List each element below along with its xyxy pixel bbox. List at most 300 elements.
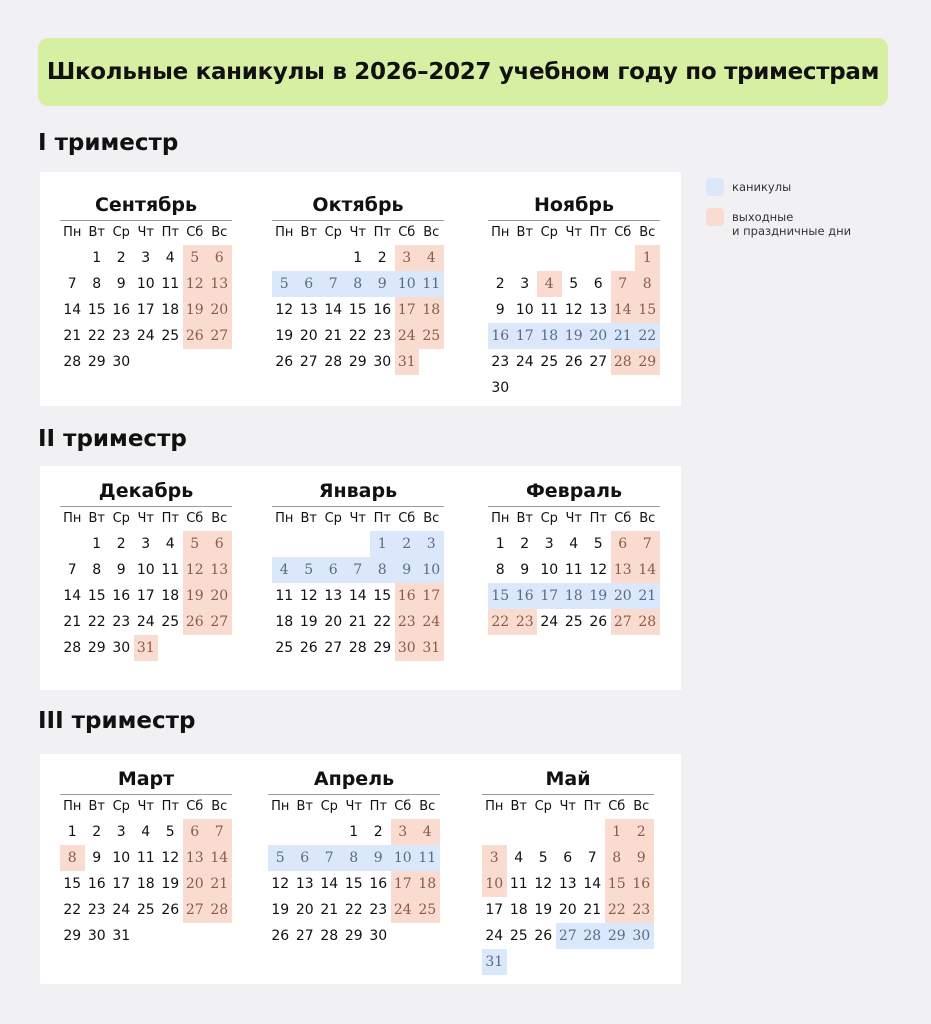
weekday-header: Чт bbox=[565, 511, 582, 526]
month-name: Ноябрь bbox=[533, 194, 615, 216]
weekday-header: Сб bbox=[398, 511, 416, 526]
weekday-header: Чт bbox=[565, 225, 582, 240]
day-cell: 16 bbox=[87, 876, 106, 892]
day-cell: 25 bbox=[415, 897, 440, 923]
day-cell: 4 bbox=[165, 250, 175, 266]
empty-cell bbox=[297, 531, 322, 557]
day-cell: 10 bbox=[515, 302, 534, 318]
weekday-header: Вт bbox=[300, 225, 317, 240]
weekday-header: Вт bbox=[300, 511, 317, 526]
day-cell: 31 bbox=[419, 635, 444, 661]
day-cell: 9 bbox=[495, 302, 505, 318]
day-cell: 28 bbox=[207, 897, 232, 923]
day-cell: 9 bbox=[520, 562, 530, 578]
day-cell: 9 bbox=[395, 557, 420, 583]
day-cell: 15 bbox=[373, 588, 392, 604]
day-cell: 20 bbox=[207, 583, 232, 609]
empty-cell bbox=[537, 245, 562, 271]
trimester-2-heading: II триместр bbox=[38, 426, 187, 452]
day-cell: 20 bbox=[183, 871, 208, 897]
day-cell: 17 bbox=[391, 871, 416, 897]
day-cell: 23 bbox=[373, 328, 392, 344]
day-cell: 27 bbox=[589, 354, 608, 370]
day-cell: 13 bbox=[183, 845, 208, 871]
empty-cell bbox=[293, 819, 318, 845]
day-cell: 20 bbox=[558, 902, 577, 918]
empty-cell bbox=[556, 819, 581, 845]
day-cell: 11 bbox=[275, 588, 294, 604]
day-cell: 29 bbox=[635, 349, 660, 375]
day-cell: 12 bbox=[275, 302, 294, 318]
day-cell: 27 bbox=[611, 609, 636, 635]
weekday-header: Ср bbox=[324, 511, 342, 526]
day-cell: 22 bbox=[63, 902, 82, 918]
day-cell: 8 bbox=[635, 271, 660, 297]
legend-label: выходные и праздничные дни bbox=[732, 210, 852, 238]
day-cell: 3 bbox=[395, 245, 420, 271]
day-cell: 11 bbox=[509, 876, 528, 892]
day-cell: 5 bbox=[183, 245, 208, 271]
day-cell: 7 bbox=[67, 562, 77, 578]
month-calendar bbox=[482, 766, 654, 975]
weekday-header: Вс bbox=[211, 799, 228, 814]
day-cell: 29 bbox=[605, 923, 630, 949]
day-cell: 6 bbox=[563, 850, 573, 866]
day-cell: 2 bbox=[395, 531, 420, 557]
weekday-header: Вт bbox=[516, 225, 533, 240]
day-cell: 13 bbox=[207, 271, 232, 297]
day-cell: 14 bbox=[635, 557, 660, 583]
weekday-header: Сб bbox=[186, 225, 204, 240]
weekday-header: Вс bbox=[633, 799, 650, 814]
day-cell: 18 bbox=[419, 297, 444, 323]
empty-cell bbox=[488, 245, 513, 271]
day-cell: 16 bbox=[112, 588, 131, 604]
day-cell: 4 bbox=[514, 850, 524, 866]
day-cell: 25 bbox=[540, 354, 559, 370]
day-cell: 19 bbox=[161, 876, 180, 892]
day-cell: 26 bbox=[183, 609, 208, 635]
empty-cell bbox=[272, 531, 297, 557]
trimester-1-panel bbox=[40, 172, 681, 406]
day-cell: 13 bbox=[611, 557, 636, 583]
legend-item-holidays bbox=[706, 178, 851, 196]
weekday-header: Пт bbox=[161, 511, 179, 526]
day-grid bbox=[272, 507, 444, 661]
day-cell: 25 bbox=[161, 614, 180, 630]
day-cell: 12 bbox=[589, 562, 608, 578]
day-cell: 16 bbox=[369, 876, 388, 892]
day-cell: 30 bbox=[87, 928, 106, 944]
day-cell: 1 bbox=[92, 536, 102, 552]
day-cell: 4 bbox=[141, 824, 151, 840]
weekday-header: Пн bbox=[271, 799, 290, 814]
day-cell: 3 bbox=[482, 845, 507, 871]
day-cell: 26 bbox=[183, 323, 208, 349]
day-cell: 12 bbox=[161, 850, 180, 866]
day-cell: 13 bbox=[295, 876, 314, 892]
day-cell: 12 bbox=[534, 876, 553, 892]
weekday-header: Чт bbox=[137, 511, 154, 526]
day-cell: 22 bbox=[605, 897, 630, 923]
day-cell: 3 bbox=[544, 536, 554, 552]
month-calendar bbox=[488, 192, 660, 401]
day-cell: 1 bbox=[353, 250, 363, 266]
weekday-header: Пн bbox=[275, 225, 294, 240]
day-cell: 19 bbox=[562, 323, 587, 349]
day-cell: 30 bbox=[112, 354, 131, 370]
day-cell: 4 bbox=[537, 271, 562, 297]
day-grid bbox=[268, 795, 440, 949]
day-cell: 12 bbox=[271, 876, 290, 892]
day-cell: 17 bbox=[395, 297, 420, 323]
day-cell: 31 bbox=[134, 635, 159, 661]
day-cell: 28 bbox=[63, 640, 82, 656]
weekday-header: Вс bbox=[423, 511, 440, 526]
empty-cell bbox=[531, 819, 556, 845]
weekday-header: Вт bbox=[510, 799, 527, 814]
weekday-header: Сб bbox=[394, 799, 412, 814]
day-cell: 9 bbox=[629, 845, 654, 871]
day-cell: 9 bbox=[370, 271, 395, 297]
weekday-header: Пн bbox=[63, 511, 82, 526]
day-cell: 14 bbox=[324, 302, 343, 318]
month-name: Январь bbox=[318, 480, 398, 502]
day-cell: 10 bbox=[419, 557, 444, 583]
day-cell: 8 bbox=[60, 845, 85, 871]
day-cell: 20 bbox=[324, 614, 343, 630]
day-cell: 23 bbox=[369, 902, 388, 918]
day-cell: 7 bbox=[321, 271, 346, 297]
day-cell: 6 bbox=[611, 531, 636, 557]
day-cell: 5 bbox=[272, 271, 297, 297]
day-cell: 2 bbox=[373, 824, 383, 840]
day-cell: 5 bbox=[569, 276, 579, 292]
trimester-3-heading: III триместр bbox=[38, 708, 196, 734]
day-cell: 1 bbox=[349, 824, 359, 840]
day-cell: 13 bbox=[589, 302, 608, 318]
trimester-2-panel bbox=[40, 466, 681, 690]
day-cell: 3 bbox=[116, 824, 126, 840]
day-cell: 15 bbox=[63, 876, 82, 892]
day-cell: 25 bbox=[419, 323, 444, 349]
day-cell: 18 bbox=[161, 588, 180, 604]
day-cell: 17 bbox=[419, 583, 444, 609]
day-cell: 7 bbox=[67, 276, 77, 292]
day-cell: 20 bbox=[299, 328, 318, 344]
day-cell: 3 bbox=[141, 536, 151, 552]
day-cell: 10 bbox=[395, 271, 420, 297]
day-cell: 7 bbox=[346, 557, 371, 583]
weekday-header: Вс bbox=[211, 225, 228, 240]
weekday-header: Ср bbox=[112, 511, 130, 526]
day-cell: 28 bbox=[63, 354, 82, 370]
day-cell: 27 bbox=[183, 897, 208, 923]
day-cell: 1 bbox=[67, 824, 77, 840]
day-cell: 16 bbox=[629, 871, 654, 897]
day-cell: 17 bbox=[513, 323, 538, 349]
day-grid bbox=[60, 795, 232, 949]
day-cell: 29 bbox=[344, 928, 363, 944]
day-cell: 24 bbox=[136, 328, 155, 344]
day-cell: 9 bbox=[116, 562, 126, 578]
day-cell: 23 bbox=[87, 902, 106, 918]
day-cell: 25 bbox=[564, 614, 583, 630]
day-cell: 26 bbox=[299, 640, 318, 656]
weekday-header: Пн bbox=[491, 511, 510, 526]
day-cell: 6 bbox=[593, 276, 603, 292]
day-cell: 21 bbox=[63, 614, 82, 630]
day-cell: 30 bbox=[629, 923, 654, 949]
weekday-header: Пн bbox=[275, 511, 294, 526]
day-cell: 23 bbox=[112, 614, 131, 630]
day-cell: 2 bbox=[629, 819, 654, 845]
month-calendar bbox=[488, 478, 660, 635]
day-cell: 18 bbox=[537, 323, 562, 349]
day-cell: 20 bbox=[611, 583, 636, 609]
month-calendar bbox=[268, 766, 440, 949]
day-cell: 27 bbox=[295, 928, 314, 944]
day-cell: 21 bbox=[320, 902, 339, 918]
day-cell: 31 bbox=[482, 949, 507, 975]
day-cell: 4 bbox=[272, 557, 297, 583]
day-cell: 24 bbox=[515, 354, 534, 370]
day-cell: 22 bbox=[488, 609, 513, 635]
holidays-swatch bbox=[706, 178, 724, 196]
day-cell: 19 bbox=[586, 583, 611, 609]
day-cell: 1 bbox=[635, 245, 660, 271]
day-cell: 16 bbox=[112, 302, 131, 318]
weekday-header: Ср bbox=[112, 799, 130, 814]
day-cell: 15 bbox=[488, 583, 513, 609]
day-cell: 28 bbox=[580, 923, 605, 949]
weekday-header: Чт bbox=[137, 799, 154, 814]
day-cell: 8 bbox=[370, 557, 395, 583]
month-name: Октябрь bbox=[312, 194, 404, 216]
day-cell: 5 bbox=[165, 824, 175, 840]
day-cell: 15 bbox=[605, 871, 630, 897]
weekday-header: Пн bbox=[63, 225, 82, 240]
day-cell: 8 bbox=[92, 562, 102, 578]
month-name: Апрель bbox=[313, 768, 395, 790]
day-cell: 28 bbox=[611, 349, 636, 375]
day-cell: 10 bbox=[540, 562, 559, 578]
day-cell: 23 bbox=[395, 609, 420, 635]
weekday-header: Пт bbox=[161, 225, 179, 240]
day-cell: 10 bbox=[136, 276, 155, 292]
weekday-header: Пт bbox=[369, 799, 387, 814]
weekday-header: Сб bbox=[186, 799, 204, 814]
day-cell: 31 bbox=[112, 928, 131, 944]
trimester-1-heading: I триместр bbox=[38, 130, 179, 156]
month-name: Февраль bbox=[525, 480, 623, 502]
day-cell: 11 bbox=[564, 562, 583, 578]
weekday-header: Вс bbox=[423, 225, 440, 240]
month-calendar bbox=[60, 766, 232, 949]
day-cell: 11 bbox=[136, 850, 155, 866]
trimester-3-panel bbox=[40, 754, 681, 984]
day-cell: 11 bbox=[540, 302, 559, 318]
weekday-header: Вт bbox=[88, 225, 105, 240]
day-cell: 25 bbox=[161, 328, 180, 344]
legend bbox=[706, 178, 851, 250]
day-cell: 10 bbox=[112, 850, 131, 866]
day-cell: 11 bbox=[161, 562, 180, 578]
day-cell: 16 bbox=[513, 583, 538, 609]
day-cell: 27 bbox=[299, 354, 318, 370]
day-cell: 9 bbox=[366, 845, 391, 871]
day-cell: 19 bbox=[183, 583, 208, 609]
day-cell: 17 bbox=[136, 588, 155, 604]
day-grid bbox=[60, 221, 232, 375]
weekday-header: Ср bbox=[540, 511, 558, 526]
month-calendar bbox=[60, 192, 232, 375]
day-cell: 14 bbox=[63, 302, 82, 318]
weekday-header: Пт bbox=[589, 225, 607, 240]
day-cell: 10 bbox=[136, 562, 155, 578]
day-cell: 4 bbox=[165, 536, 175, 552]
day-cell: 3 bbox=[520, 276, 530, 292]
day-cell: 14 bbox=[583, 876, 602, 892]
day-cell: 15 bbox=[87, 302, 106, 318]
weekday-header: Пт bbox=[589, 511, 607, 526]
month-name: Март bbox=[117, 768, 175, 790]
day-cell: 30 bbox=[491, 380, 510, 396]
day-cell: 13 bbox=[558, 876, 577, 892]
day-cell: 2 bbox=[116, 536, 126, 552]
empty-cell bbox=[272, 245, 297, 271]
empty-cell bbox=[346, 531, 371, 557]
day-cell: 6 bbox=[293, 845, 318, 871]
weekday-header: Ср bbox=[540, 225, 558, 240]
day-cell: 20 bbox=[586, 323, 611, 349]
day-grid bbox=[272, 221, 444, 375]
weekday-header: Ср bbox=[534, 799, 552, 814]
weekday-header: Сб bbox=[186, 511, 204, 526]
day-cell: 18 bbox=[161, 302, 180, 318]
empty-cell bbox=[586, 245, 611, 271]
empty-cell bbox=[562, 245, 587, 271]
weekday-header: Вс bbox=[639, 225, 656, 240]
day-cell: 22 bbox=[87, 328, 106, 344]
day-cell: 23 bbox=[112, 328, 131, 344]
day-cell: 28 bbox=[348, 640, 367, 656]
day-cell: 2 bbox=[520, 536, 530, 552]
day-cell: 11 bbox=[161, 276, 180, 292]
day-cell: 19 bbox=[534, 902, 553, 918]
day-cell: 22 bbox=[344, 902, 363, 918]
day-cell: 4 bbox=[419, 245, 444, 271]
day-cell: 28 bbox=[635, 609, 660, 635]
day-cell: 18 bbox=[562, 583, 587, 609]
weekday-header: Чт bbox=[349, 225, 366, 240]
month-name: Май bbox=[545, 768, 591, 790]
day-cell: 13 bbox=[299, 302, 318, 318]
day-cell: 12 bbox=[183, 271, 208, 297]
weekday-header: Сб bbox=[614, 225, 632, 240]
day-cell: 8 bbox=[92, 276, 102, 292]
day-cell: 27 bbox=[556, 923, 581, 949]
day-cell: 9 bbox=[116, 276, 126, 292]
weekday-header: Пт bbox=[161, 799, 179, 814]
day-cell: 21 bbox=[348, 614, 367, 630]
day-cell: 29 bbox=[87, 354, 106, 370]
day-cell: 6 bbox=[297, 271, 322, 297]
day-cell: 24 bbox=[391, 897, 416, 923]
empty-cell bbox=[580, 819, 605, 845]
day-cell: 6 bbox=[321, 557, 346, 583]
empty-cell bbox=[268, 819, 293, 845]
day-cell: 22 bbox=[635, 323, 660, 349]
day-cell: 24 bbox=[540, 614, 559, 630]
day-cell: 6 bbox=[207, 531, 232, 557]
day-cell: 11 bbox=[419, 271, 444, 297]
day-cell: 21 bbox=[583, 902, 602, 918]
weekday-header: Вт bbox=[88, 799, 105, 814]
day-cell: 29 bbox=[63, 928, 82, 944]
day-cell: 30 bbox=[112, 640, 131, 656]
day-cell: 30 bbox=[395, 635, 420, 661]
day-cell: 4 bbox=[569, 536, 579, 552]
day-cell: 14 bbox=[207, 845, 232, 871]
day-cell: 1 bbox=[605, 819, 630, 845]
day-cell: 6 bbox=[207, 245, 232, 271]
legend-label: каникулы bbox=[732, 180, 792, 194]
day-cell: 18 bbox=[509, 902, 528, 918]
day-cell: 20 bbox=[295, 902, 314, 918]
day-cell: 26 bbox=[271, 928, 290, 944]
day-cell: 8 bbox=[342, 845, 367, 871]
day-cell: 26 bbox=[275, 354, 294, 370]
day-cell: 7 bbox=[317, 845, 342, 871]
day-cell: 15 bbox=[344, 876, 363, 892]
day-cell: 8 bbox=[495, 562, 505, 578]
day-cell: 27 bbox=[207, 323, 232, 349]
day-cell: 5 bbox=[183, 531, 208, 557]
day-cell: 26 bbox=[589, 614, 608, 630]
legend-item-weekends bbox=[706, 208, 851, 238]
day-cell: 19 bbox=[275, 328, 294, 344]
month-calendar bbox=[272, 478, 444, 661]
weekday-header: Вс bbox=[211, 511, 228, 526]
day-grid bbox=[488, 507, 660, 635]
day-cell: 6 bbox=[183, 819, 208, 845]
weekday-header: Вт bbox=[296, 799, 313, 814]
day-cell: 7 bbox=[635, 531, 660, 557]
day-cell: 7 bbox=[207, 819, 232, 845]
day-cell: 24 bbox=[419, 609, 444, 635]
day-cell: 1 bbox=[370, 531, 395, 557]
day-cell: 11 bbox=[415, 845, 440, 871]
day-cell: 27 bbox=[324, 640, 343, 656]
day-cell: 25 bbox=[509, 928, 528, 944]
day-cell: 13 bbox=[207, 557, 232, 583]
day-cell: 7 bbox=[611, 271, 636, 297]
day-cell: 21 bbox=[635, 583, 660, 609]
day-cell: 2 bbox=[116, 250, 126, 266]
weekday-header: Вс bbox=[639, 511, 656, 526]
day-cell: 4 bbox=[415, 819, 440, 845]
weekday-header: Ср bbox=[320, 799, 338, 814]
weekday-header: Пн bbox=[491, 225, 510, 240]
day-cell: 2 bbox=[92, 824, 102, 840]
day-cell: 29 bbox=[348, 354, 367, 370]
empty-cell bbox=[60, 531, 85, 557]
weekday-header: Чт bbox=[345, 799, 362, 814]
day-grid bbox=[488, 221, 660, 401]
day-cell: 31 bbox=[395, 349, 420, 375]
day-cell: 3 bbox=[391, 819, 416, 845]
